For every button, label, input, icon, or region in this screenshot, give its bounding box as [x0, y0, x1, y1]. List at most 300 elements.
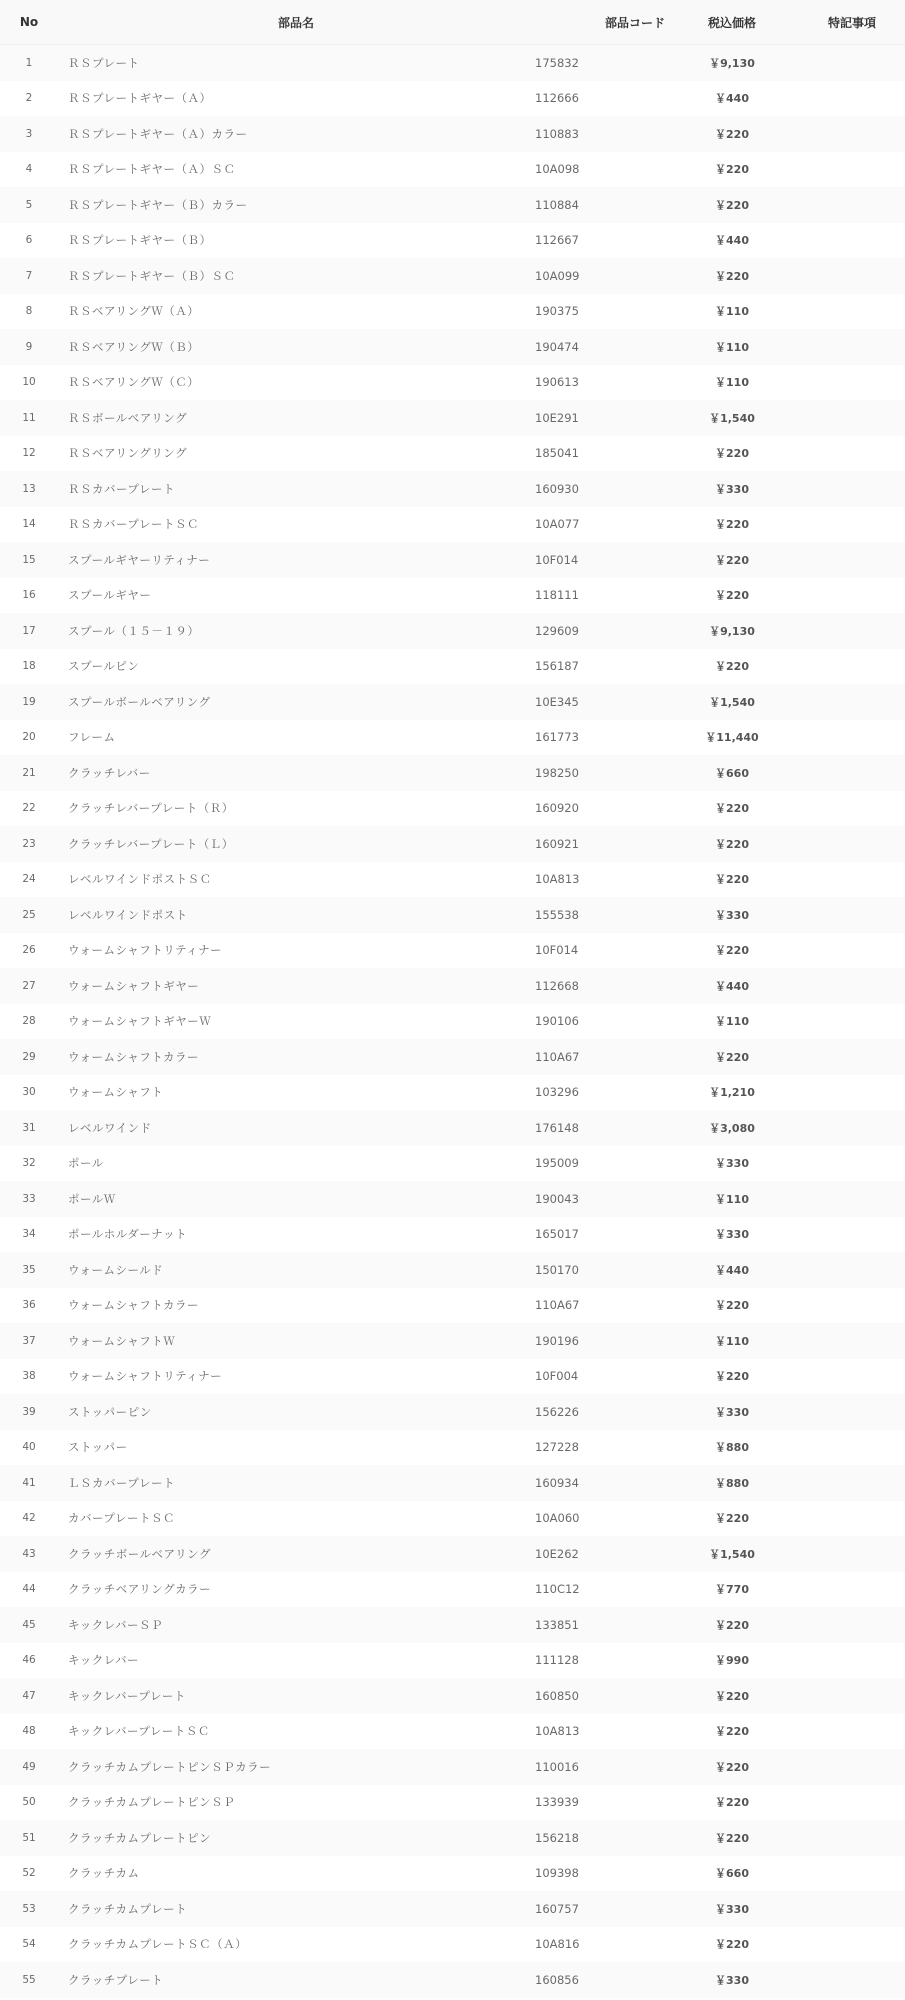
cell-part-name: クラッチプレート	[58, 1962, 534, 1998]
cell-no: 47	[0, 1678, 58, 1714]
table-row	[0, 329, 905, 365]
cell-price: ￥110	[668, 329, 796, 365]
cell-part-name: ウォームシャフトＷ	[58, 1323, 534, 1359]
cell-part-code: 10A099	[534, 258, 668, 294]
cell-part-code: 10A077	[534, 507, 668, 543]
cell-notes	[796, 1465, 905, 1501]
table-row	[0, 720, 905, 756]
table-row	[0, 223, 905, 259]
cell-price: ￥220	[668, 1359, 796, 1395]
cell-notes	[796, 862, 905, 898]
cell-price: ￥220	[668, 436, 796, 472]
cell-notes	[796, 1181, 905, 1217]
cell-part-name: スプールボールベアリング	[58, 684, 534, 720]
cell-part-name: レベルワインドポスト	[58, 897, 534, 933]
cell-part-code: 112667	[534, 223, 668, 259]
cell-notes	[796, 1749, 905, 1785]
table-row	[0, 542, 905, 578]
cell-part-code: 10A098	[534, 152, 668, 188]
cell-part-code: 10F004	[534, 1359, 668, 1395]
cell-price: ￥9,130	[668, 45, 796, 81]
cell-part-name: キックレバープレートＳＣ	[58, 1714, 534, 1750]
cell-part-code: 160920	[534, 791, 668, 827]
table-row	[0, 1323, 905, 1359]
cell-part-name: ストッパーピン	[58, 1394, 534, 1430]
cell-notes	[796, 720, 905, 756]
cell-price: ￥330	[668, 1146, 796, 1182]
table-row	[0, 1465, 905, 1501]
table-row	[0, 1004, 905, 1040]
cell-price: ￥110	[668, 1323, 796, 1359]
cell-notes	[796, 933, 905, 969]
cell-price: ￥330	[668, 471, 796, 507]
cell-part-name: クラッチレバープレート（Ｒ）	[58, 791, 534, 827]
cell-price: ￥3,080	[668, 1110, 796, 1146]
cell-part-name: クラッチカム	[58, 1856, 534, 1892]
cell-price: ￥660	[668, 755, 796, 791]
cell-no: 22	[0, 791, 58, 827]
cell-no: 9	[0, 329, 58, 365]
cell-part-code: 156187	[534, 649, 668, 685]
table-row	[0, 649, 905, 685]
table-row	[0, 294, 905, 330]
cell-no: 24	[0, 862, 58, 898]
cell-part-name: クラッチカムプレートピン	[58, 1820, 534, 1856]
cell-part-code: 10F014	[534, 542, 668, 578]
cell-price: ￥220	[668, 826, 796, 862]
cell-price: ￥440	[668, 223, 796, 259]
cell-no: 40	[0, 1430, 58, 1466]
cell-price: ￥330	[668, 1962, 796, 1998]
cell-part-code: 10A813	[534, 1714, 668, 1750]
table-row	[0, 1785, 905, 1821]
cell-no: 27	[0, 968, 58, 1004]
cell-no: 41	[0, 1465, 58, 1501]
cell-part-name: ＲＳプレートギヤー（Ｂ）	[58, 223, 534, 259]
table-row	[0, 1146, 905, 1182]
cell-notes	[796, 1110, 905, 1146]
cell-notes	[796, 116, 905, 152]
cell-part-name: カバープレートＳＣ	[58, 1501, 534, 1537]
cell-part-name: ＲＳプレートギヤー（Ａ）ＳＣ	[58, 152, 534, 188]
cell-part-name: レベルワインドポストＳＣ	[58, 862, 534, 898]
cell-part-name: ウォームシャフトカラー	[58, 1039, 534, 1075]
table-row	[0, 1039, 905, 1075]
cell-notes	[796, 649, 905, 685]
cell-no: 33	[0, 1181, 58, 1217]
cell-part-code: 165017	[534, 1217, 668, 1253]
table-row	[0, 826, 905, 862]
table-row	[0, 365, 905, 401]
table-row	[0, 1891, 905, 1927]
cell-part-code: 133939	[534, 1785, 668, 1821]
cell-part-name: クラッチレバー	[58, 755, 534, 791]
cell-no: 45	[0, 1607, 58, 1643]
cell-part-name: ウォームシールド	[58, 1252, 534, 1288]
cell-part-code: 160850	[534, 1678, 668, 1714]
table-row	[0, 1075, 905, 1111]
cell-part-name: キックレバープレート	[58, 1678, 534, 1714]
table-row	[0, 258, 905, 294]
cell-price: ￥330	[668, 1394, 796, 1430]
cell-price: ￥220	[668, 791, 796, 827]
cell-part-code: 109398	[534, 1856, 668, 1892]
cell-part-code: 129609	[534, 613, 668, 649]
cell-no: 39	[0, 1394, 58, 1430]
cell-notes	[796, 1323, 905, 1359]
cell-price: ￥1,540	[668, 1536, 796, 1572]
cell-no: 49	[0, 1749, 58, 1785]
cell-part-code: 156218	[534, 1820, 668, 1856]
cell-no: 26	[0, 933, 58, 969]
cell-part-code: 110016	[534, 1749, 668, 1785]
cell-price: ￥330	[668, 1217, 796, 1253]
cell-part-code: 160757	[534, 1891, 668, 1927]
cell-part-name: スプールピン	[58, 649, 534, 685]
cell-part-code: 190474	[534, 329, 668, 365]
cell-price: ￥220	[668, 187, 796, 223]
cell-part-name: ＲＳプレートギヤー（Ｂ）カラー	[58, 187, 534, 223]
table-body	[0, 45, 905, 1998]
table-row	[0, 1394, 905, 1430]
cell-notes	[796, 1643, 905, 1679]
table-row	[0, 684, 905, 720]
cell-part-code: 118111	[534, 578, 668, 614]
cell-no: 14	[0, 507, 58, 543]
cell-notes	[796, 258, 905, 294]
cell-price: ￥220	[668, 649, 796, 685]
table-row	[0, 1820, 905, 1856]
cell-no: 1	[0, 45, 58, 81]
table-row	[0, 897, 905, 933]
cell-notes	[796, 1927, 905, 1963]
cell-no: 4	[0, 152, 58, 188]
cell-part-code: 110C12	[534, 1572, 668, 1608]
cell-no: 54	[0, 1927, 58, 1963]
cell-part-name: フレーム	[58, 720, 534, 756]
cell-price: ￥110	[668, 365, 796, 401]
cell-price: ￥220	[668, 1678, 796, 1714]
cell-part-code: 110884	[534, 187, 668, 223]
table-row	[0, 45, 905, 81]
cell-no: 35	[0, 1252, 58, 1288]
cell-no: 46	[0, 1643, 58, 1679]
cell-notes	[796, 755, 905, 791]
table-row	[0, 933, 905, 969]
cell-part-code: 10A813	[534, 862, 668, 898]
table-row	[0, 1359, 905, 1395]
cell-price: ￥220	[668, 542, 796, 578]
table-row	[0, 791, 905, 827]
cell-notes	[796, 223, 905, 259]
table-row	[0, 1217, 905, 1253]
table-row	[0, 1962, 905, 1998]
table-row	[0, 613, 905, 649]
cell-no: 17	[0, 613, 58, 649]
cell-notes	[796, 1501, 905, 1537]
cell-price: ￥220	[668, 1927, 796, 1963]
cell-no: 53	[0, 1891, 58, 1927]
cell-part-code: 160934	[534, 1465, 668, 1501]
cell-no: 16	[0, 578, 58, 614]
cell-part-code: 176148	[534, 1110, 668, 1146]
cell-part-code: 195009	[534, 1146, 668, 1182]
cell-notes	[796, 542, 905, 578]
cell-price: ￥880	[668, 1465, 796, 1501]
cell-part-code: 110A67	[534, 1039, 668, 1075]
cell-part-name: ウォームシャフト	[58, 1075, 534, 1111]
cell-no: 37	[0, 1323, 58, 1359]
table-row	[0, 400, 905, 436]
cell-no: 32	[0, 1146, 58, 1182]
cell-part-name: ＲＳベアリングＷ（Ｂ）	[58, 329, 534, 365]
cell-part-code: 110883	[534, 116, 668, 152]
cell-price: ￥990	[668, 1643, 796, 1679]
cell-price: ￥1,540	[668, 400, 796, 436]
cell-part-code: 10E262	[534, 1536, 668, 1572]
cell-price: ￥880	[668, 1430, 796, 1466]
cell-part-name: ＲＳベアリングＷ（Ｃ）	[58, 365, 534, 401]
cell-price: ￥220	[668, 1749, 796, 1785]
cell-notes	[796, 613, 905, 649]
cell-no: 30	[0, 1075, 58, 1111]
cell-no: 18	[0, 649, 58, 685]
cell-notes	[796, 684, 905, 720]
table-row	[0, 116, 905, 152]
cell-part-code: 10E345	[534, 684, 668, 720]
cell-notes	[796, 1962, 905, 1998]
cell-no: 25	[0, 897, 58, 933]
cell-notes	[796, 152, 905, 188]
cell-part-code: 10A816	[534, 1927, 668, 1963]
cell-part-code: 10E291	[534, 400, 668, 436]
table-row	[0, 1678, 905, 1714]
cell-price: ￥330	[668, 1891, 796, 1927]
table-row	[0, 1607, 905, 1643]
cell-no: 11	[0, 400, 58, 436]
cell-notes	[796, 1217, 905, 1253]
table-row	[0, 436, 905, 472]
cell-no: 7	[0, 258, 58, 294]
cell-notes	[796, 1039, 905, 1075]
table-row	[0, 1288, 905, 1324]
cell-notes	[796, 1678, 905, 1714]
cell-no: 19	[0, 684, 58, 720]
table-row	[0, 1714, 905, 1750]
cell-price: ￥220	[668, 1501, 796, 1537]
table-row	[0, 1110, 905, 1146]
table-row	[0, 1252, 905, 1288]
cell-notes	[796, 968, 905, 1004]
cell-notes	[796, 507, 905, 543]
cell-part-name: キックレバーＳＰ	[58, 1607, 534, 1643]
cell-no: 13	[0, 471, 58, 507]
table-row	[0, 1927, 905, 1963]
cell-part-name: ウォームシャフトリティナー	[58, 933, 534, 969]
cell-price: ￥220	[668, 1039, 796, 1075]
cell-part-name: キックレバー	[58, 1643, 534, 1679]
cell-price: ￥220	[668, 152, 796, 188]
cell-part-name: ＲＳプレート	[58, 45, 534, 81]
cell-notes	[796, 294, 905, 330]
cell-notes	[796, 1146, 905, 1182]
cell-no: 42	[0, 1501, 58, 1537]
cell-part-name: ＲＳプレートギヤー（Ｂ）ＳＣ	[58, 258, 534, 294]
cell-notes	[796, 187, 905, 223]
cell-price: ￥110	[668, 1181, 796, 1217]
cell-part-name: クラッチベアリングカラー	[58, 1572, 534, 1608]
cell-notes	[796, 1785, 905, 1821]
cell-part-code: 190613	[534, 365, 668, 401]
cell-notes	[796, 436, 905, 472]
table-row	[0, 507, 905, 543]
cell-part-name: ウォームシャフトギヤーＷ	[58, 1004, 534, 1040]
cell-part-code: 160930	[534, 471, 668, 507]
table-row	[0, 187, 905, 223]
cell-part-name: スプールギヤーリティナー	[58, 542, 534, 578]
cell-notes	[796, 1607, 905, 1643]
cell-no: 43	[0, 1536, 58, 1572]
cell-part-name: ポール	[58, 1146, 534, 1182]
table-row	[0, 1856, 905, 1892]
cell-price: ￥770	[668, 1572, 796, 1608]
cell-no: 20	[0, 720, 58, 756]
cell-notes	[796, 1572, 905, 1608]
table-row	[0, 578, 905, 614]
cell-part-name: ウォームシャフトカラー	[58, 1288, 534, 1324]
table-row	[0, 1501, 905, 1537]
cell-notes	[796, 1714, 905, 1750]
cell-no: 48	[0, 1714, 58, 1750]
cell-notes	[796, 471, 905, 507]
cell-price: ￥330	[668, 897, 796, 933]
cell-notes	[796, 897, 905, 933]
cell-part-name: ＲＳボールベアリング	[58, 400, 534, 436]
cell-part-name: ＲＳプレートギヤー（Ａ）カラー	[58, 116, 534, 152]
cell-price: ￥110	[668, 294, 796, 330]
cell-no: 6	[0, 223, 58, 259]
cell-price: ￥9,130	[668, 613, 796, 649]
cell-price: ￥220	[668, 116, 796, 152]
cell-part-code: 10A060	[534, 1501, 668, 1537]
cell-notes	[796, 1856, 905, 1892]
cell-part-code: 150170	[534, 1252, 668, 1288]
cell-part-name: スプール（１５－１９）	[58, 613, 534, 649]
cell-price: ￥220	[668, 1607, 796, 1643]
cell-no: 8	[0, 294, 58, 330]
cell-part-code: 190106	[534, 1004, 668, 1040]
cell-part-name: ＲＳベアリングリング	[58, 436, 534, 472]
table-row	[0, 1572, 905, 1608]
table-row	[0, 755, 905, 791]
cell-part-name: クラッチカムプレートピンＳＰ	[58, 1785, 534, 1821]
cell-part-code: 185041	[534, 436, 668, 472]
cell-no: 55	[0, 1962, 58, 1998]
cell-no: 44	[0, 1572, 58, 1608]
cell-part-code: 190043	[534, 1181, 668, 1217]
header-row	[0, 0, 905, 45]
cell-part-name: クラッチボールベアリング	[58, 1536, 534, 1572]
cell-price: ￥220	[668, 507, 796, 543]
cell-price: ￥440	[668, 968, 796, 1004]
cell-notes	[796, 1004, 905, 1040]
cell-part-code: 175832	[534, 45, 668, 81]
cell-notes	[796, 1288, 905, 1324]
cell-part-code: 161773	[534, 720, 668, 756]
table-row	[0, 471, 905, 507]
table-row	[0, 968, 905, 1004]
cell-price: ￥440	[668, 81, 796, 117]
cell-no: 38	[0, 1359, 58, 1395]
cell-price: ￥220	[668, 1820, 796, 1856]
cell-notes	[796, 365, 905, 401]
cell-notes	[796, 1536, 905, 1572]
cell-price: ￥220	[668, 258, 796, 294]
cell-notes	[796, 1075, 905, 1111]
cell-no: 29	[0, 1039, 58, 1075]
cell-part-code: 111128	[534, 1643, 668, 1679]
cell-notes	[796, 81, 905, 117]
cell-no: 12	[0, 436, 58, 472]
header-notes: 特記事項	[796, 0, 905, 45]
cell-part-name: クラッチカムプレート	[58, 1891, 534, 1927]
cell-part-code: 190196	[534, 1323, 668, 1359]
cell-part-name: ＬＳカバープレート	[58, 1465, 534, 1501]
cell-price: ￥220	[668, 862, 796, 898]
header-part-code: 部品コード	[534, 0, 668, 45]
cell-part-name: ウォームシャフトリティナー	[58, 1359, 534, 1395]
cell-notes	[796, 826, 905, 862]
cell-part-name: スプールギヤー	[58, 578, 534, 614]
cell-price: ￥440	[668, 1252, 796, 1288]
cell-price: ￥1,210	[668, 1075, 796, 1111]
cell-no: 50	[0, 1785, 58, 1821]
cell-no: 5	[0, 187, 58, 223]
cell-part-name: ＲＳベアリングＷ（Ａ）	[58, 294, 534, 330]
cell-price: ￥11,440	[668, 720, 796, 756]
cell-price: ￥220	[668, 1288, 796, 1324]
cell-part-code: 127228	[534, 1430, 668, 1466]
table-row	[0, 1536, 905, 1572]
cell-notes	[796, 1430, 905, 1466]
cell-no: 3	[0, 116, 58, 152]
cell-part-code: 110A67	[534, 1288, 668, 1324]
cell-no: 15	[0, 542, 58, 578]
cell-part-name: クラッチレバープレート（Ｌ）	[58, 826, 534, 862]
cell-no: 28	[0, 1004, 58, 1040]
cell-price: ￥110	[668, 1004, 796, 1040]
cell-no: 51	[0, 1820, 58, 1856]
cell-part-code: 198250	[534, 755, 668, 791]
header-no: No	[0, 0, 58, 45]
cell-part-name: ＲＳカバープレートＳＣ	[58, 507, 534, 543]
cell-notes	[796, 329, 905, 365]
cell-no: 2	[0, 81, 58, 117]
cell-part-code: 160921	[534, 826, 668, 862]
cell-part-name: ウォームシャフトギヤー	[58, 968, 534, 1004]
cell-part-code: 155538	[534, 897, 668, 933]
cell-notes	[796, 400, 905, 436]
cell-price: ￥220	[668, 933, 796, 969]
cell-no: 52	[0, 1856, 58, 1892]
cell-notes	[796, 1891, 905, 1927]
cell-part-code: 133851	[534, 1607, 668, 1643]
table-row	[0, 152, 905, 188]
cell-part-name: クラッチカムプレートピンＳＰカラー	[58, 1749, 534, 1785]
cell-notes	[796, 1820, 905, 1856]
cell-no: 31	[0, 1110, 58, 1146]
cell-no: 23	[0, 826, 58, 862]
